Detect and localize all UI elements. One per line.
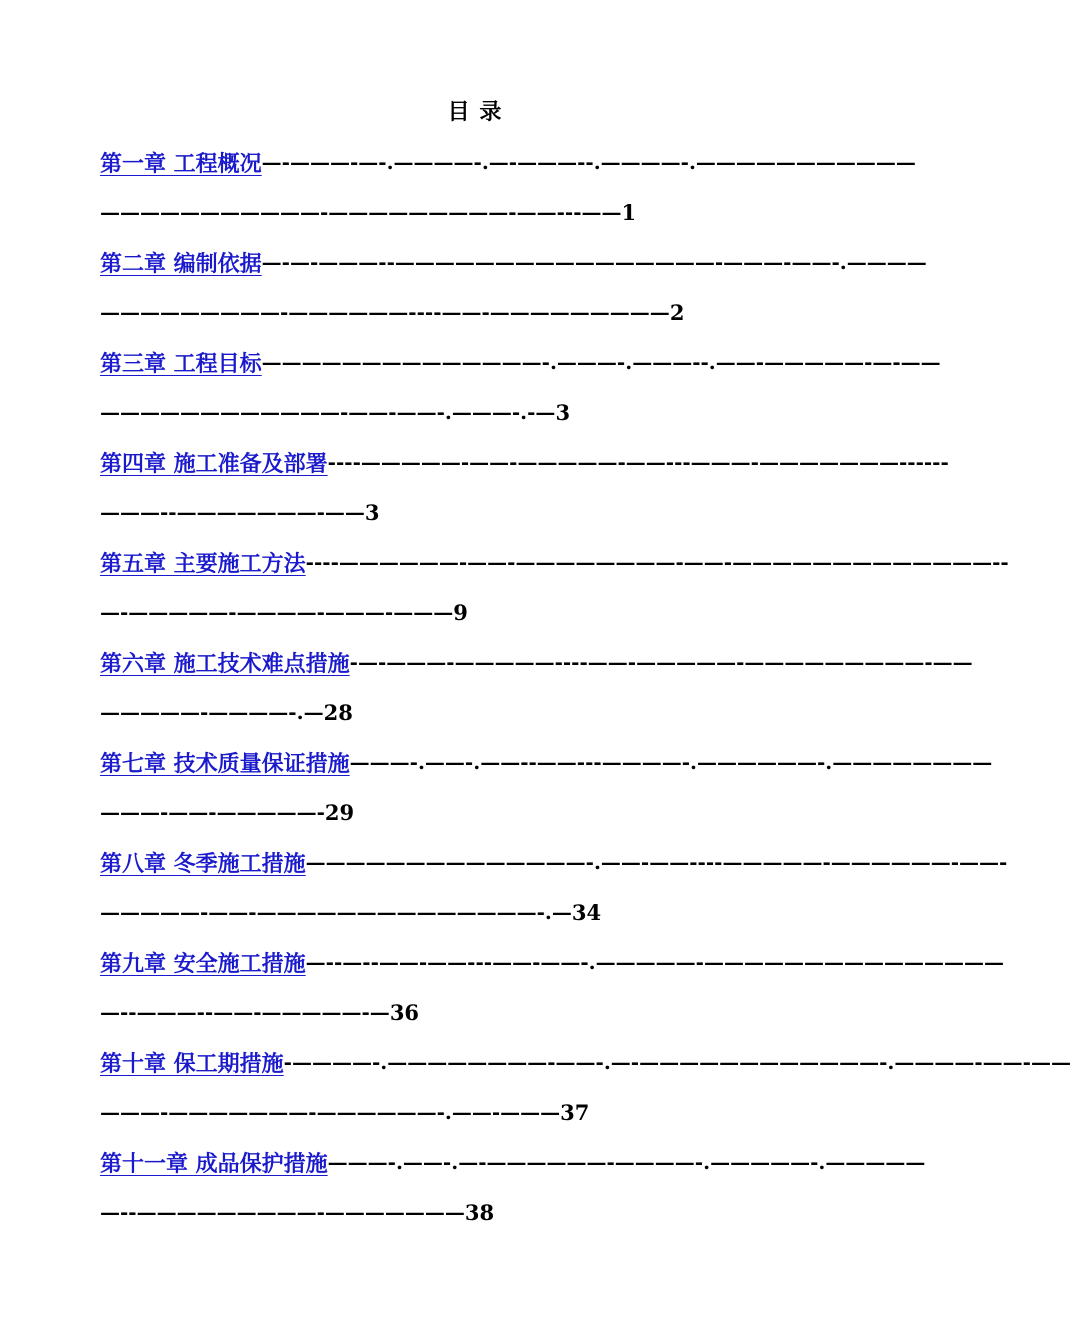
toc-link-chapter-3[interactable]: 第三章 工程目标 (100, 350, 262, 377)
toc-leader: —--—————————-——————— (100, 1200, 465, 1224)
toc-leader: ———-.——-.——--——---————-.——————-.———————— (349, 750, 993, 774)
toc-link-chapter-10[interactable]: 第十章 保工期措施 (100, 1050, 284, 1077)
toc-page-number: 36 (389, 999, 420, 1025)
toc-leader: ———-——-—————- (100, 800, 325, 824)
toc-link-chapter-8[interactable]: 第八章 冬季施工措施 (100, 850, 306, 877)
toc-leader: ———-.——-.—-——————-————-.—————-.————— (327, 1150, 926, 1174)
toc-leader: ———————————-—————————-——---—— (100, 200, 622, 224)
toc-leader: —--———--——-—————-— (100, 1000, 390, 1024)
toc-leader: —————-——-——————————————-.— (100, 900, 572, 924)
toc-page-number: 3 (364, 499, 380, 525)
table-of-contents (100, 144, 1071, 1244)
toc-link-chapter-5[interactable]: 第五章 主要施工方法 (100, 550, 306, 577)
toc-link-chapter-9[interactable]: 第九章 安全施工措施 (100, 950, 306, 977)
toc-page-number: 3 (555, 399, 571, 425)
toc-page-number: 28 (323, 699, 353, 725)
toc-leader: ———--———————-—— (100, 500, 365, 524)
toc-page-number: 29 (324, 799, 355, 825)
toc-leader: —--—--——-——---——-——-.—————-——————————————— (305, 950, 1004, 974)
toc-entry-chapter-7 (100, 744, 993, 844)
toc-entry-chapter-1 (100, 144, 916, 244)
toc-link-chapter-6[interactable]: 第六章 施工技术难点措施 (100, 650, 350, 677)
toc-page-number: 34 (571, 899, 602, 925)
toc-page-number: 9 (453, 599, 468, 625)
toc-link-chapter-1[interactable]: 第一章 工程概况 (100, 150, 262, 177)
toc-leader: ----—————-——-—————-——---———-———————------ (327, 450, 949, 474)
toc-leader: —-—————-————-———-——— (100, 600, 454, 624)
toc-link-chapter-11[interactable]: 第十一章 成品保护措施 (100, 1150, 328, 1177)
toc-leader: -—-———-—————----——-—————-—————————-—— (349, 650, 973, 674)
toc-leader: —-—-———--————————————————-———-——-.———— (261, 250, 927, 274)
toc-entry-chapter-6 (100, 644, 973, 744)
toc-entry-chapter-4 (100, 444, 949, 544)
toc-page-number: 37 (560, 1099, 590, 1125)
toc-title: 目 录 (447, 99, 503, 125)
toc-page-number: 2 (669, 299, 685, 325)
toc-entry-chapter-3 (100, 344, 941, 444)
toc-entry-chapter-10 (100, 1044, 1071, 1144)
toc-entry-chapter-11 (100, 1144, 926, 1244)
toc-leader: ----——————-——-————————-——-—————————————-- (305, 550, 1009, 574)
toc-leader: —————-————-.— (100, 700, 324, 724)
toc-link-chapter-2[interactable]: 第二章 编制依据 (100, 250, 262, 277)
toc-leader: ——————————————-.——-——----—————-——————-——- (305, 850, 1008, 874)
toc-page-number: 38 (464, 1199, 495, 1225)
toc-link-chapter-7[interactable]: 第七章 技术质量保证措施 (100, 750, 350, 777)
toc-entry-chapter-9 (100, 944, 1004, 1044)
toc-leader: —————————-——————----——-————————— (100, 300, 670, 324)
toc-leader: ——————————————-.———-.———--.——-—————-—-—— (261, 350, 941, 374)
toc-entry-chapter-5 (100, 544, 1009, 644)
toc-leader: -————-.————————-——-.—-————————————-.————-——-—— (283, 1050, 1071, 1074)
toc-entry-chapter-2 (100, 244, 927, 344)
toc-leader: ———-———————-——————-.——-——— (100, 1100, 561, 1124)
toc-leader: —-———-—-.————-.—-———--.————-.——————————— (261, 150, 916, 174)
toc-page-number: 1 (621, 199, 637, 225)
toc-link-chapter-4[interactable]: 第四章 施工准备及部署 (100, 450, 328, 477)
toc-leader: ————————————-——-——-.———-.-— (100, 400, 556, 424)
toc-entry-chapter-8 (100, 844, 1008, 944)
